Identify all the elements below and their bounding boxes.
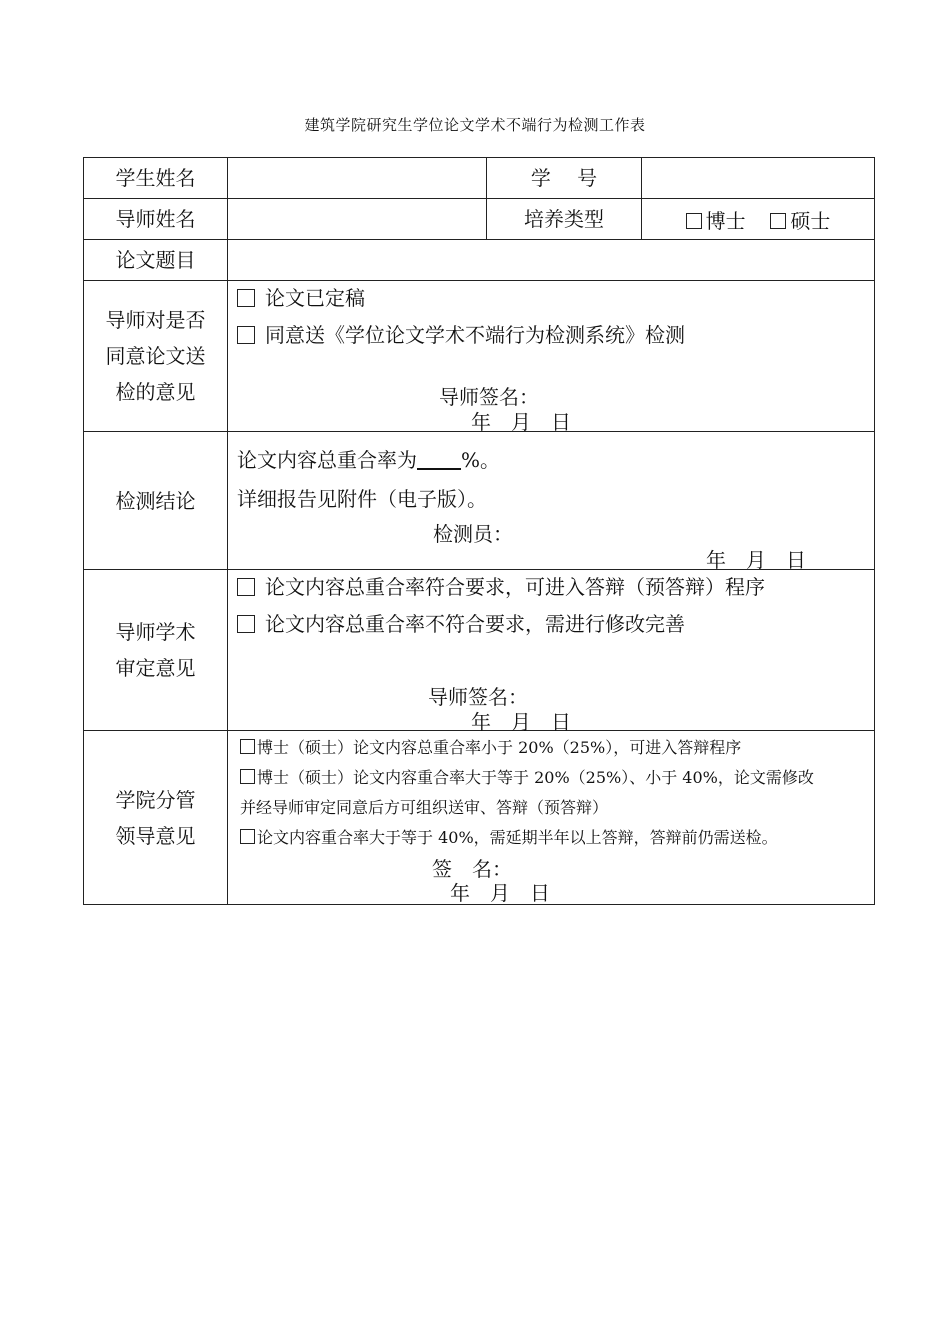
advisor-opinion-label: [84, 281, 228, 432]
fails-requirement-checkbox[interactable]: [237, 615, 255, 633]
advisor-signature-date: 年 月 日: [471, 410, 571, 434]
overlap-rate-prefix: 论文内容总重合率为: [237, 448, 417, 472]
row-detection-result: [84, 432, 875, 570]
report-attachment-note: 详细报告见附件（电子版）。: [237, 487, 487, 511]
mid-threshold-checkbox[interactable]: [240, 769, 255, 784]
leader-opinion-label-line1: 学院分管: [115, 787, 196, 812]
row-advisor: [84, 199, 875, 240]
student-id-label: 学 号: [487, 158, 642, 199]
row-student: [84, 158, 875, 199]
fails-requirement-option: [237, 608, 685, 637]
finalized-option: [237, 282, 365, 311]
mid-threshold-text: 博士（硕士）论文内容重合率大于等于 20%（25%）、小于 40%，论文需修改: [257, 768, 814, 787]
above-threshold-text: 论文内容重合率大于等于 40%，需延期半年以上答辩，答辩前仍需送检。: [257, 828, 778, 847]
row-topic: [84, 240, 875, 281]
thesis-topic-label: 论文题目: [84, 240, 228, 281]
meets-requirement-checkbox[interactable]: [237, 578, 255, 596]
inspector-date: 年 月 日: [706, 548, 806, 572]
student-name-label: 学生姓名: [84, 158, 228, 199]
below-threshold-option: [240, 735, 741, 758]
row-leader-opinion: [84, 731, 875, 905]
phd-option-label: 博士: [705, 208, 746, 233]
above-threshold-checkbox[interactable]: [240, 829, 255, 844]
training-type-label: 培养类型: [487, 199, 642, 240]
row-academic-review: [84, 570, 875, 731]
phd-checkbox[interactable]: [686, 213, 702, 229]
leader-opinion-label: [84, 731, 228, 905]
student-name-field[interactable]: [228, 158, 487, 199]
agree-submit-text: 同意送《学位论文学术不端行为检测系统》检测: [265, 323, 685, 347]
mid-threshold-text-line2: 并经导师审定同意后方可组织送审、答辩（预答辩）: [240, 798, 609, 817]
overlap-rate-line: [237, 444, 500, 473]
thesis-topic-field[interactable]: [228, 240, 875, 281]
finalized-text: 论文已定稿: [265, 286, 365, 310]
advisor-name-field[interactable]: [228, 199, 487, 240]
advisor-name-label: 导师姓名: [84, 199, 228, 240]
meets-requirement-text: 论文内容总重合率符合要求，可进入答辩（预答辩）程序: [265, 575, 765, 599]
form-title: 建筑学院研究生学位论文学术不端行为检测工作表: [304, 116, 646, 134]
agree-submit-checkbox[interactable]: [237, 326, 255, 344]
overlap-rate-suffix: %。: [461, 448, 501, 472]
training-type-options: [642, 199, 875, 240]
review-signature-label: 导师签名：: [428, 685, 528, 709]
below-threshold-checkbox[interactable]: [240, 739, 255, 754]
fails-requirement-text: 论文内容总重合率不符合要求，需进行修改完善: [265, 612, 685, 636]
review-signature-date: 年 月 日: [471, 710, 571, 734]
academic-review-label: [84, 570, 228, 731]
master-option-label: 硕士: [790, 208, 831, 233]
row-advisor-opinion: [84, 281, 875, 432]
agree-submit-option: [237, 319, 685, 348]
meets-requirement-option: [237, 571, 765, 600]
inspector-label: 检测员：: [433, 522, 513, 546]
academic-review-label-line1: 导师学术: [115, 620, 196, 644]
advisor-opinion-label-line1: 导师对是否: [105, 308, 206, 332]
student-id-field[interactable]: [642, 158, 875, 199]
detection-worksheet-table: [83, 157, 875, 905]
advisor-opinion-label-line2: 同意论文送: [105, 344, 206, 368]
above-threshold-option: [240, 825, 778, 848]
overlap-rate-blank[interactable]: [417, 448, 461, 470]
advisor-signature-label: 导师签名：: [439, 385, 539, 409]
leader-signature-label: 签 名：: [432, 857, 512, 881]
detection-result-label: 检测结论: [84, 432, 228, 570]
mid-threshold-option: [240, 765, 814, 788]
academic-review-label-line2: 审定意见: [115, 656, 196, 680]
finalized-checkbox[interactable]: [237, 289, 255, 307]
leader-opinion-label-line2: 领导意见: [115, 823, 196, 848]
advisor-opinion-label-line3: 检的意见: [115, 380, 196, 404]
master-checkbox[interactable]: [770, 213, 786, 229]
below-threshold-text: 博士（硕士）论文内容总重合率小于 20%（25%），可进入答辩程序: [257, 738, 742, 757]
leader-signature-date: 年 月 日: [450, 881, 550, 905]
